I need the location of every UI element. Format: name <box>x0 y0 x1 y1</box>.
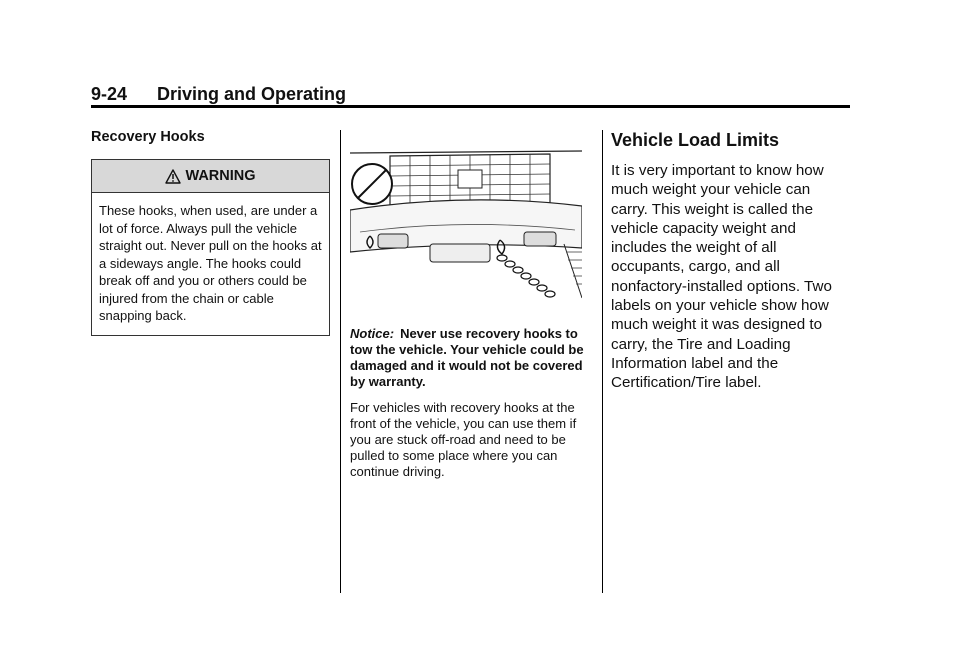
warning-text: These hooks, when used, are under a lot of force. Always pull the vehicle straight out. Never pull on the hooks at a sideways angle. The hooks could break off and you or others could be injured from the chain or cable snapping back. <box>99 203 322 323</box>
recovery-hooks-paragraph: For vehicles with recovery hooks at the front of the vehicle, you can use them if you are stuck off-road and need to be pulled to some place where you can continue driving. <box>350 400 577 479</box>
page-header <box>91 84 850 104</box>
middle-column <box>350 148 592 480</box>
warning-box <box>91 159 330 336</box>
notice <box>350 326 592 390</box>
load-limits-paragraph: It is very important to know how much weight your vehicle can carry. This weight is called the vehicle capacity weight and includes the weight of all occupants, cargo, and all nonfactory-installed options. Two labels on your vehicle show how much weight it was designed to carry, the Tire and Loading Information label and the Certification/Tire label. <box>611 162 832 392</box>
column-divider <box>340 130 341 593</box>
left-column <box>91 129 331 336</box>
recovery-hook-illustration <box>350 148 582 300</box>
notice-text: Never use recovery hooks to tow the vehicle. Your vehicle could be damaged and it would not be covered by warranty. <box>350 326 584 389</box>
section-title: Driving and Operating <box>157 84 347 104</box>
right-column <box>611 130 851 393</box>
recovery-hooks-heading: Recovery Hooks <box>91 129 205 145</box>
vehicle-load-limits-heading: Vehicle Load Limits <box>611 130 780 150</box>
notice-label: Notice: <box>350 326 395 341</box>
warning-triangle-icon <box>165 169 181 184</box>
header-rule <box>91 105 850 108</box>
warning-title: WARNING <box>185 168 256 184</box>
column-divider <box>602 130 603 593</box>
warning-header <box>92 160 329 193</box>
page-number: 9-24 <box>91 84 128 104</box>
